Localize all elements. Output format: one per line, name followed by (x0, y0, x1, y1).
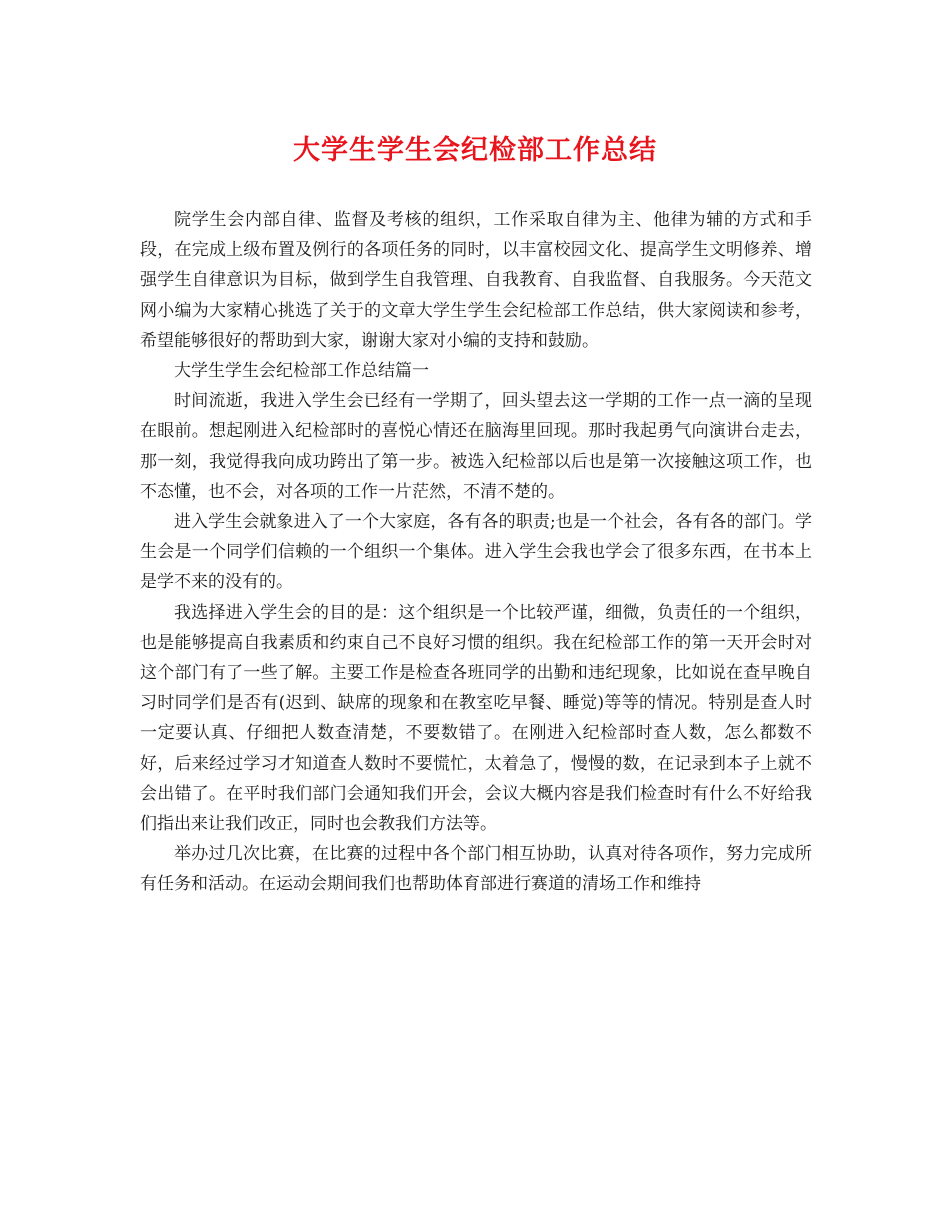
paragraph: 我选择进入学生会的目的是：这个组织是一个比较严谨，细微，负责任的一个组织，也是能够提高自我素质和约束自己不良好习惯的组织。我在纪检部工作的第一天开会时对这个部门有了一些了解。主要工作是检查各班同学的出勤和违纪现象，比如说在查早晚自习时同学们是否有(迟到、缺席的现象和在教室吃早餐、睡觉)等等的情况。特别是查人时一定要认真、仔细把人数查清楚，不要数错了。在刚进入纪检部时查人数，怎么都数不好，后来经过学习才知道查人数时不要慌忙，太着急了，慢慢的数，在记录到本子上就不会出错了。在平时我们部门会通知我们开会，会议大概内容是我们检查时有什么不好给我们指出来让我们改正，同时也会教我们方法等。 (140, 602, 812, 835)
paragraph: 举办过几次比赛，在比赛的过程中各个部门相互协助，认真对待各项作，努力完成所有任务和活动。在运动会期间我们也帮助体育部进行赛道的清场工作和维持 (140, 844, 812, 895)
paragraph: 时间流逝，我进入学生会已经有一学期了，回头望去这一学期的工作一点一滴的呈现在眼前。想起刚进入纪检部时的喜悦心情还在脑海里回现。那时我起勇气向演讲台走去，那一刻，我觉得我向成功跨出了第一步。被选入纪检部以后也是第一次接触这项工作，也不态懂，也不会，对各项的工作一片茫然，不清不楚的。 (140, 391, 812, 502)
document-title: 大学生学生会纪检部工作总结 (293, 135, 657, 166)
section-heading: 大学生学生会纪检部工作总结篇一 (174, 361, 429, 382)
paragraph-intro: 院学生会内部自律、监督及考核的组织，工作采取自律为主、他律为辅的方式和手段，在完成上级布置及例行的各项任务的同时，以丰富校园文化、提高学生文明修养、增强学生自律意识为目标，做到学生自我管理、自我教育、自我监督、自我服务。今天范文网小编为大家精心挑选了关于的文章大学生学生会纪检部工作总结，供大家阅读和参考，希望能够很好的帮助到大家，谢谢大家对小编的支持和鼓励。 (140, 210, 812, 351)
document-body (140, 205, 812, 900)
paragraph: 进入学生会就象进入了一个大家庭，各有各的职责;也是一个社会，各有各的部门。学生会是一个同学们信赖的一个组织一个集体。进入学生会我也学会了很多东西，在书本上是学不来的没有的。 (140, 512, 812, 593)
